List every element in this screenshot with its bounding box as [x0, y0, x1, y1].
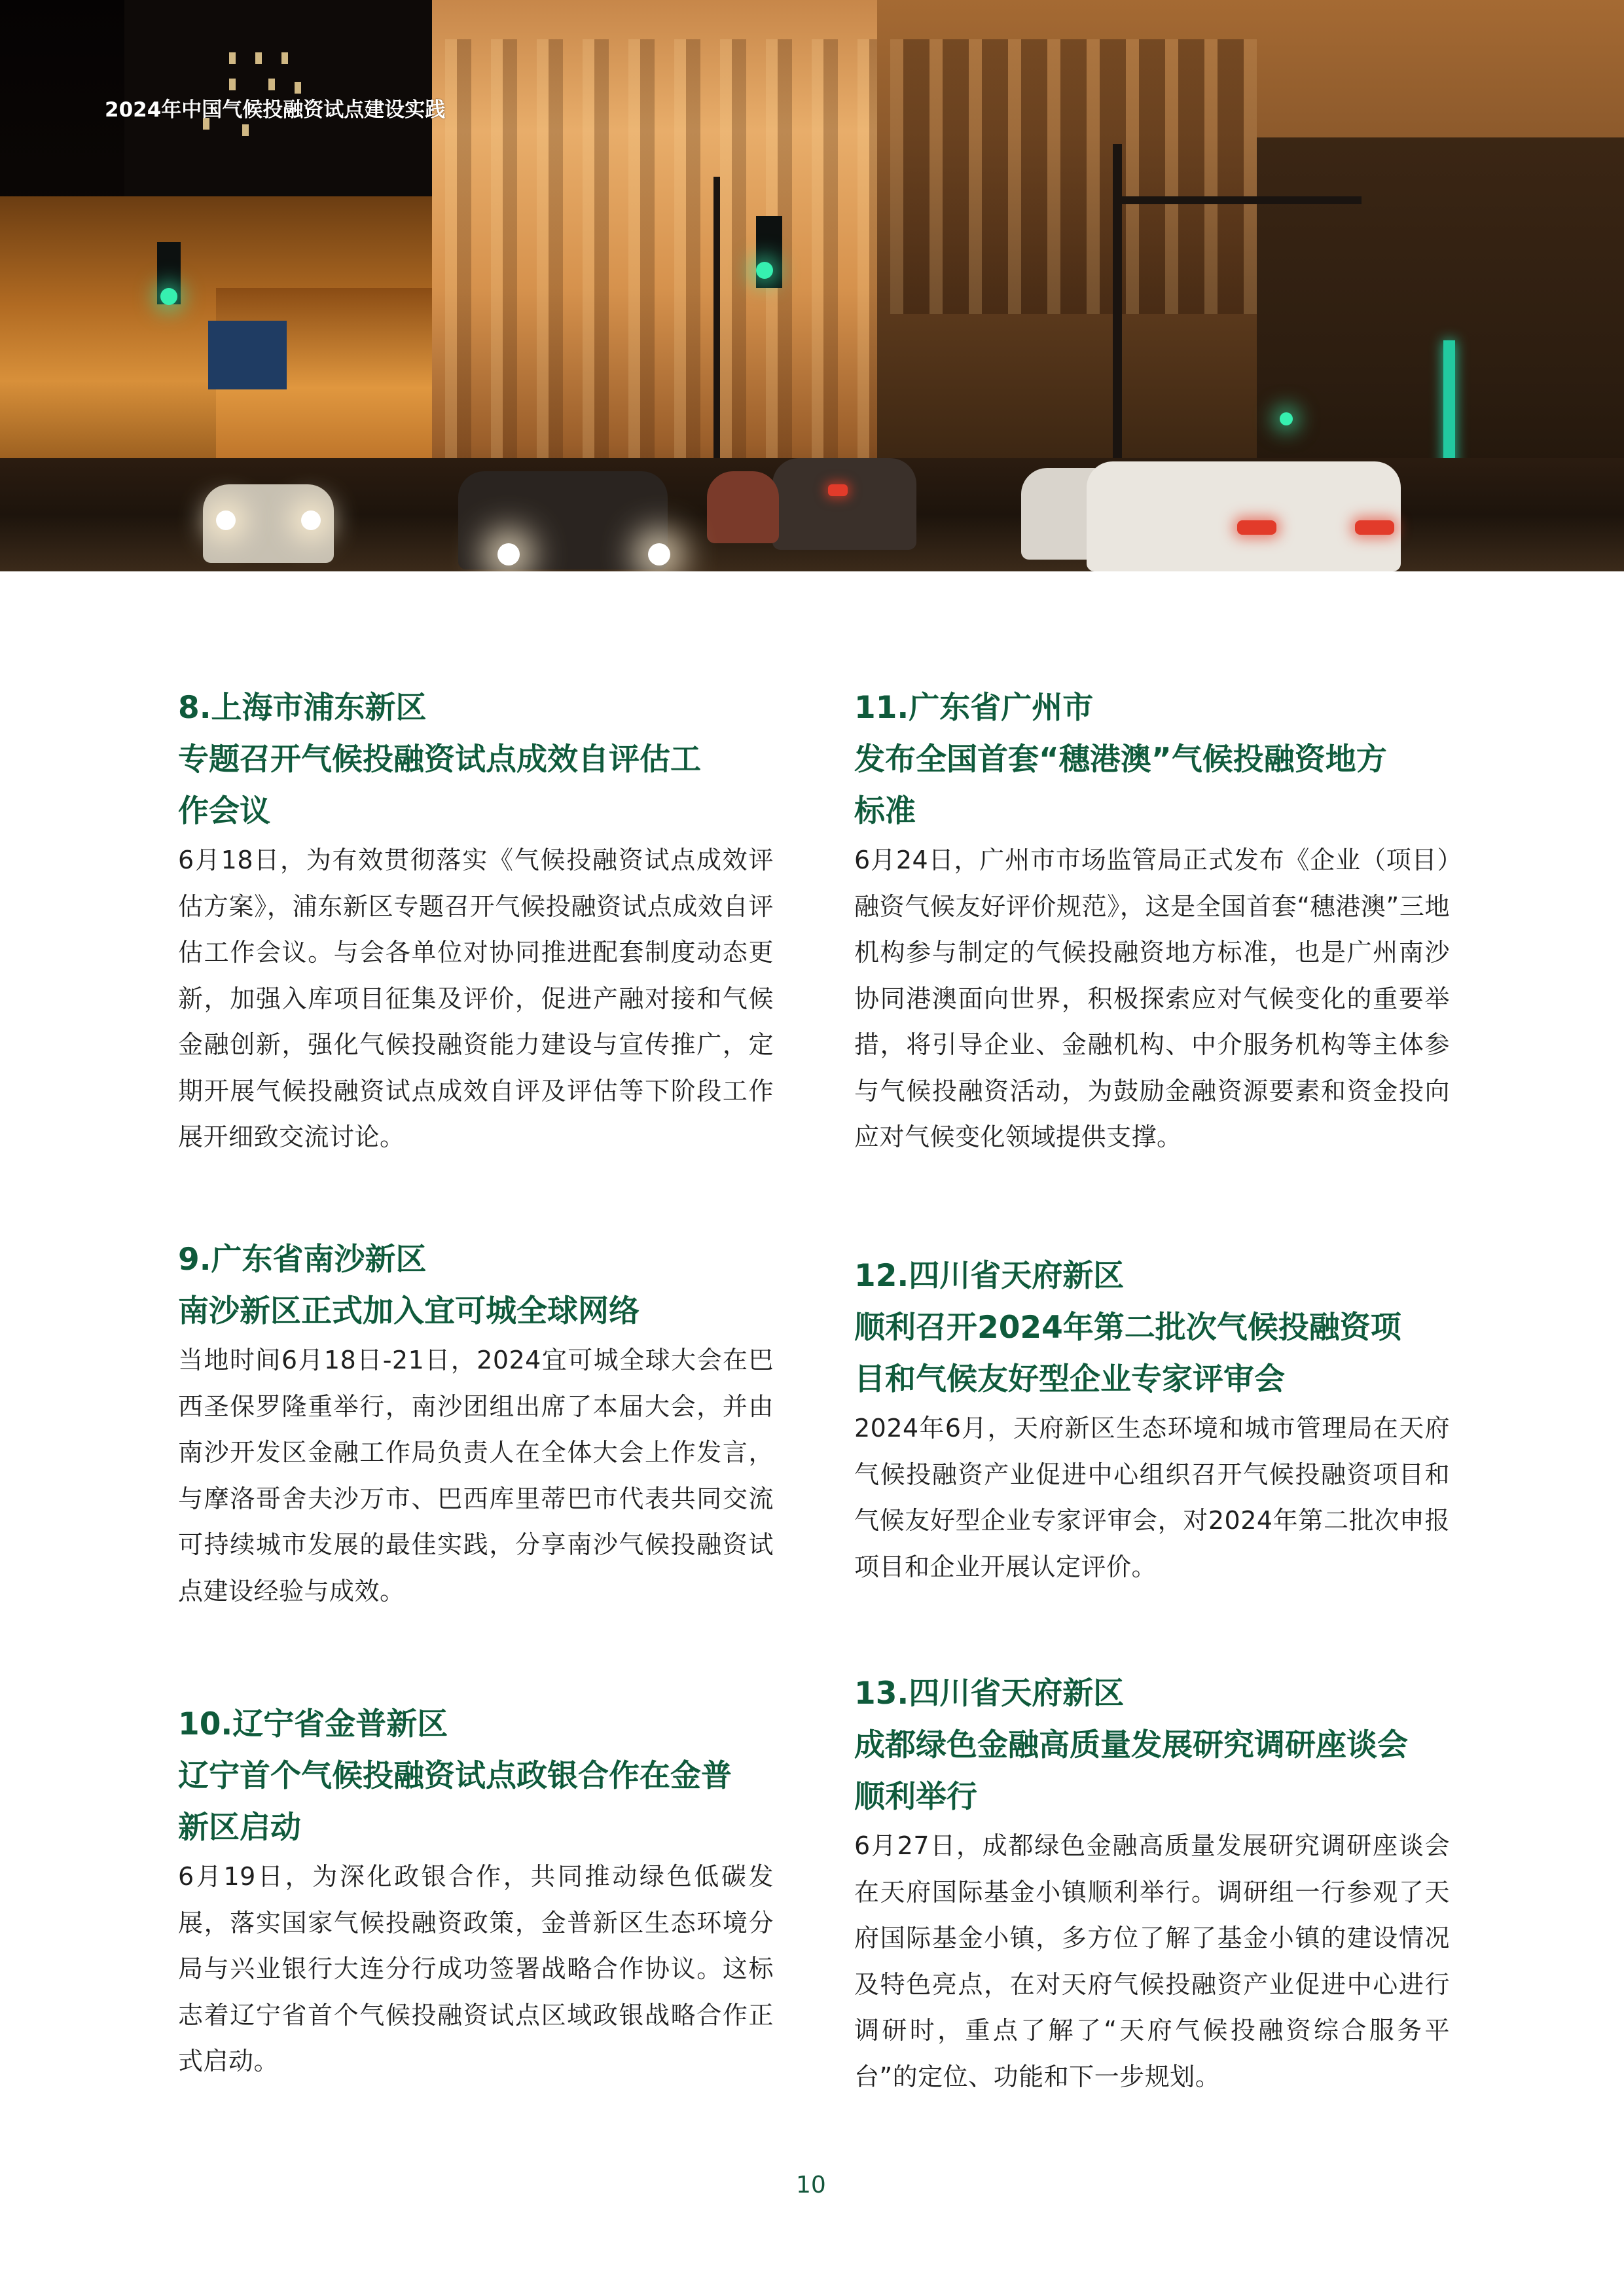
article-headline: 成都绿色金融高质量发展研究调研座谈会 — [854, 1727, 1408, 1763]
article-headline: 顺利召开2024年第二批次气候投融资项 — [854, 1310, 1401, 1346]
article-region: 10.辽宁省金普新区 — [178, 1706, 448, 1742]
article-region: 9.广东省南沙新区 — [178, 1242, 427, 1278]
car — [707, 471, 779, 543]
article-headline: 目和气候友好型企业专家评审会 — [854, 1361, 1285, 1397]
car — [772, 458, 916, 550]
green-traffic-light — [756, 262, 773, 279]
road-sign — [208, 321, 287, 389]
page-number: 10 — [796, 2172, 826, 2198]
article-headline: 顺利举行 — [854, 1779, 977, 1815]
tail-light — [1237, 520, 1276, 535]
building-columns-right — [890, 39, 1257, 314]
article-headline: 发布全国首套“穗港澳”气候投融资地方 — [854, 742, 1387, 778]
tail-light — [828, 484, 848, 496]
headlight — [216, 511, 236, 530]
taxi — [458, 471, 668, 569]
article-headline: 专题召开气候投融资试点成效自评估工 — [178, 742, 701, 778]
article-body: 6月19日，为深化政银合作，共同推动绿色低碳发展，落实国家气候投融资政策，金普新区生态环境分局与兴业银行大连分行成功签署战略合作协议。这标志着辽宁省首个气候投融资试点区域政银战略合作正式启动。 — [178, 1862, 774, 2075]
article-9 — [178, 1234, 774, 1614]
article-13 — [854, 1668, 1450, 2100]
green-traffic-light — [1280, 412, 1293, 425]
signal-arm — [1113, 196, 1362, 204]
article-body: 6月18日，为有效贯彻落实《气候投融资试点成效评估方案》，浦东新区专题召开气候投融资试点成效自评估工作会议。与会各单位对协同推进配套制度动态更新，加强入库项目征集及评价，促进产融对接和气候金融创新，强化气候投融资能力建设与宣传推广，定期开展气候投融资试点成效自评及评估等下阶段工作展开细致交流讨论。 — [178, 846, 774, 1151]
article-body: 2024年6月，天府新区生态环境和城市管理局在天府气候投融资产业促进中心组织召开气候投融资项目和气候友好型企业专家评审会，对2024年第二批次申报项目和企业开展认定评价。 — [854, 1414, 1450, 1581]
green-traffic-light — [160, 288, 177, 305]
article-region: 11.广东省广州市 — [854, 690, 1094, 726]
article-region: 12.四川省天府新区 — [854, 1258, 1125, 1294]
article-headline: 作会议 — [178, 793, 270, 829]
article-headline: 标准 — [854, 793, 916, 829]
article-8 — [178, 682, 774, 1160]
headlight — [497, 543, 520, 565]
white-car — [1087, 461, 1401, 571]
article-body: 6月24日，广州市市场监管局正式发布《企业（项目）融资气候友好评价规范》，这是全国首套“穗港澳”三地机构参与制定的气候投融资地方标准，也是广州南沙协同港澳面向世界，积极探索应对气候变化的重要举措，将引导企业、金融机构、中介服务机构等主体参与气候投融资活动，为鼓励金融资源要素和资金投向应对气候变化领域提供支撑。 — [854, 846, 1450, 1151]
tail-light — [1355, 520, 1394, 535]
article-body: 6月27日，成都绿色金融高质量发展研究调研座谈会在天府国际基金小镇顺利举行。调研组一行参观了天府国际基金小镇，多方位了解了基金小镇的建设情况及特色亮点，在对天府气候投融资产业促进中心进行调研时，重点了解了“天府气候投融资综合服务平台”的定位、功能和下一步规划。 — [854, 1831, 1450, 2091]
article-11 — [854, 682, 1450, 1160]
article-body: 当地时间6月18日-21日，2024宜可城全球大会在巴西圣保罗隆重举行，南沙团组出席了本届大会，并由南沙开发区金融工作局负责人在全体大会上作发言，与摩洛哥舍夫沙万市、巴西库里蒂巴市代表共同交流可持续城市发展的最佳实践，分享南沙气候投融资试点建设经验与成效。 — [178, 1346, 774, 1605]
article-headline: 新区启动 — [178, 1810, 301, 1846]
article-12 — [854, 1250, 1450, 1590]
header-photo — [0, 0, 1624, 571]
building-columns — [445, 39, 877, 465]
article-region: 13.四川省天府新区 — [854, 1676, 1125, 1712]
article-headline: 辽宁首个气候投融资试点政银合作在金普 — [178, 1758, 732, 1794]
article-headline: 南沙新区正式加入宜可城全球网络 — [178, 1293, 640, 1329]
headlight — [648, 543, 670, 565]
article-region: 8.上海市浦东新区 — [178, 690, 427, 726]
headlight — [301, 511, 321, 530]
running-header-title: 2024年中国气候投融资试点建设实践 — [105, 98, 446, 122]
article-10 — [178, 1698, 774, 2085]
